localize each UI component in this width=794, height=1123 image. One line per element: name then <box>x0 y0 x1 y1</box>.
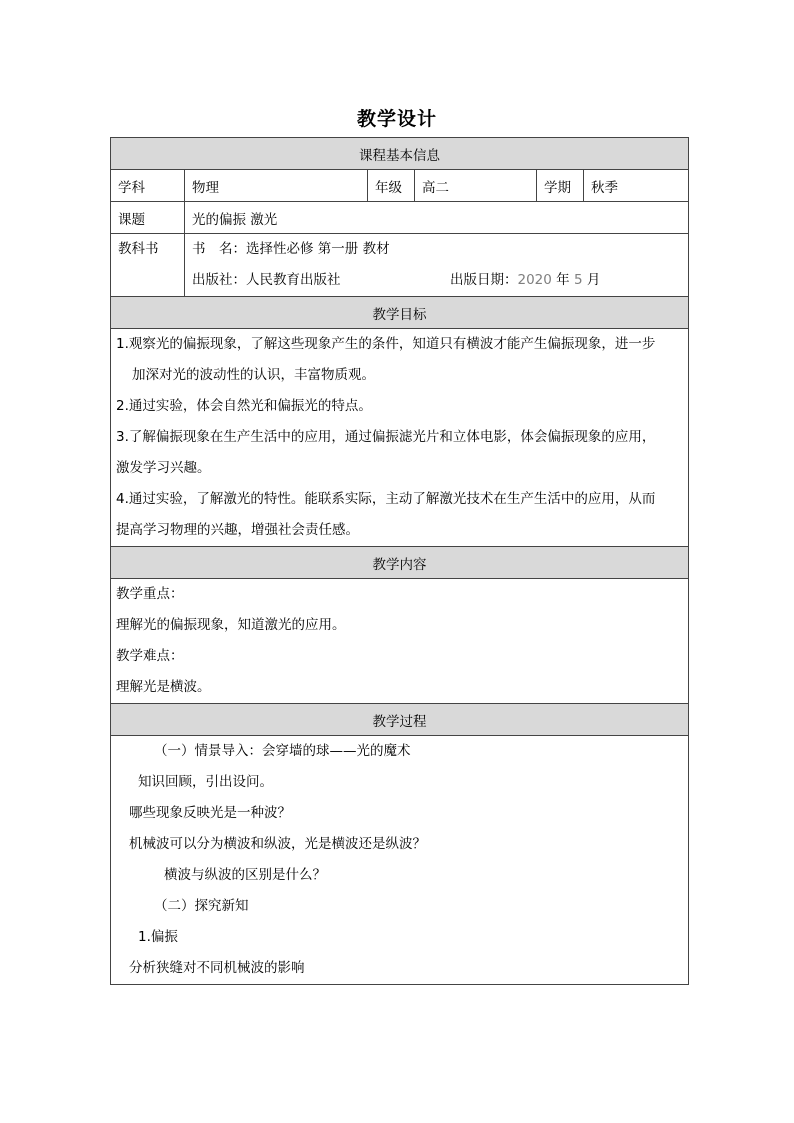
pub-month: 5 <box>573 272 583 288</box>
pub-date-label: 出版日期： <box>450 272 518 288</box>
objective-line: 激发学习兴趣。 <box>116 460 211 476</box>
process-line: 横波与纵波的区别是什么？ <box>164 867 326 883</box>
section-objectives: 教学目标 <box>111 297 689 329</box>
content-body <box>111 579 689 704</box>
term-value: 秋季 <box>584 170 689 202</box>
section-basic-info: 课程基本信息 <box>111 138 689 170</box>
pub-year: 2020 <box>517 272 552 288</box>
objective-line: 3.了解偏振现象在生产生活中的应用，通过偏振滤光片和立体电影，体会偏振现象的应用， <box>116 429 656 445</box>
objective-line: 4.通过实验，了解激光的特性。能联系实际，主动了解激光技术在生产生活中的应用，从而 <box>116 491 656 507</box>
subject-value: 物理 <box>185 170 368 202</box>
objective-line: 提高学习物理的兴趣，增强社会责任感。 <box>116 522 359 538</box>
process-line: 1.偏振 <box>138 929 178 945</box>
process-line: 哪些现象反映光是一种波？ <box>129 805 291 821</box>
objective-line: 加深对光的波动性的认识，丰富物质观。 <box>132 367 375 383</box>
publisher-value: 人民教育出版社 <box>246 272 341 288</box>
process-line: （一）情景导入：会穿墙的球——光的魔术 <box>154 743 411 759</box>
textbook-details <box>185 234 689 297</box>
objective-line: 2.通过实验，体会自然光和偏振光的特点。 <box>116 398 372 414</box>
publisher-label: 出版社： <box>192 272 246 288</box>
objectives-body <box>111 329 689 547</box>
book-name-label: 书 名： <box>192 241 246 257</box>
difficulty-text: 理解光是横波。 <box>116 679 211 695</box>
month-char: 月 <box>586 272 601 288</box>
lesson-plan-table <box>110 137 689 985</box>
book-name-value: 选择性必修 第一册 教材 <box>246 241 390 257</box>
process-line: （二）探究新知 <box>154 898 249 914</box>
subject-label: 学科 <box>111 170 185 202</box>
topic-value: 光的偏振 激光 <box>185 202 689 234</box>
textbook-label: 教科书 <box>111 234 185 297</box>
process-line: 知识回顾，引出设问。 <box>138 774 273 790</box>
publisher-line <box>192 265 681 296</box>
section-content: 教学内容 <box>111 547 689 579</box>
document-title: 教学设计 <box>356 108 437 130</box>
grade-label: 年级 <box>368 170 415 202</box>
objective-line: 1.观察光的偏振现象，了解这些现象产生的条件，知道只有横波才能产生偏振现象，进一步 <box>116 336 656 352</box>
grade-value: 高二 <box>415 170 537 202</box>
book-name-line <box>192 234 681 265</box>
key-point-text: 理解光的偏振现象，知道激光的应用。 <box>116 617 346 633</box>
topic-label: 课题 <box>111 202 185 234</box>
term-label: 学期 <box>537 170 584 202</box>
key-point-heading: 教学重点： <box>116 586 184 602</box>
difficulty-heading: 教学难点： <box>116 648 184 664</box>
year-char: 年 <box>556 272 570 288</box>
section-process: 教学过程 <box>111 704 689 736</box>
process-body <box>111 736 689 985</box>
process-line: 分析狭缝对不同机械波的影响 <box>129 960 305 976</box>
process-line: 机械波可以分为横波和纵波，光是横波还是纵波？ <box>129 836 426 852</box>
